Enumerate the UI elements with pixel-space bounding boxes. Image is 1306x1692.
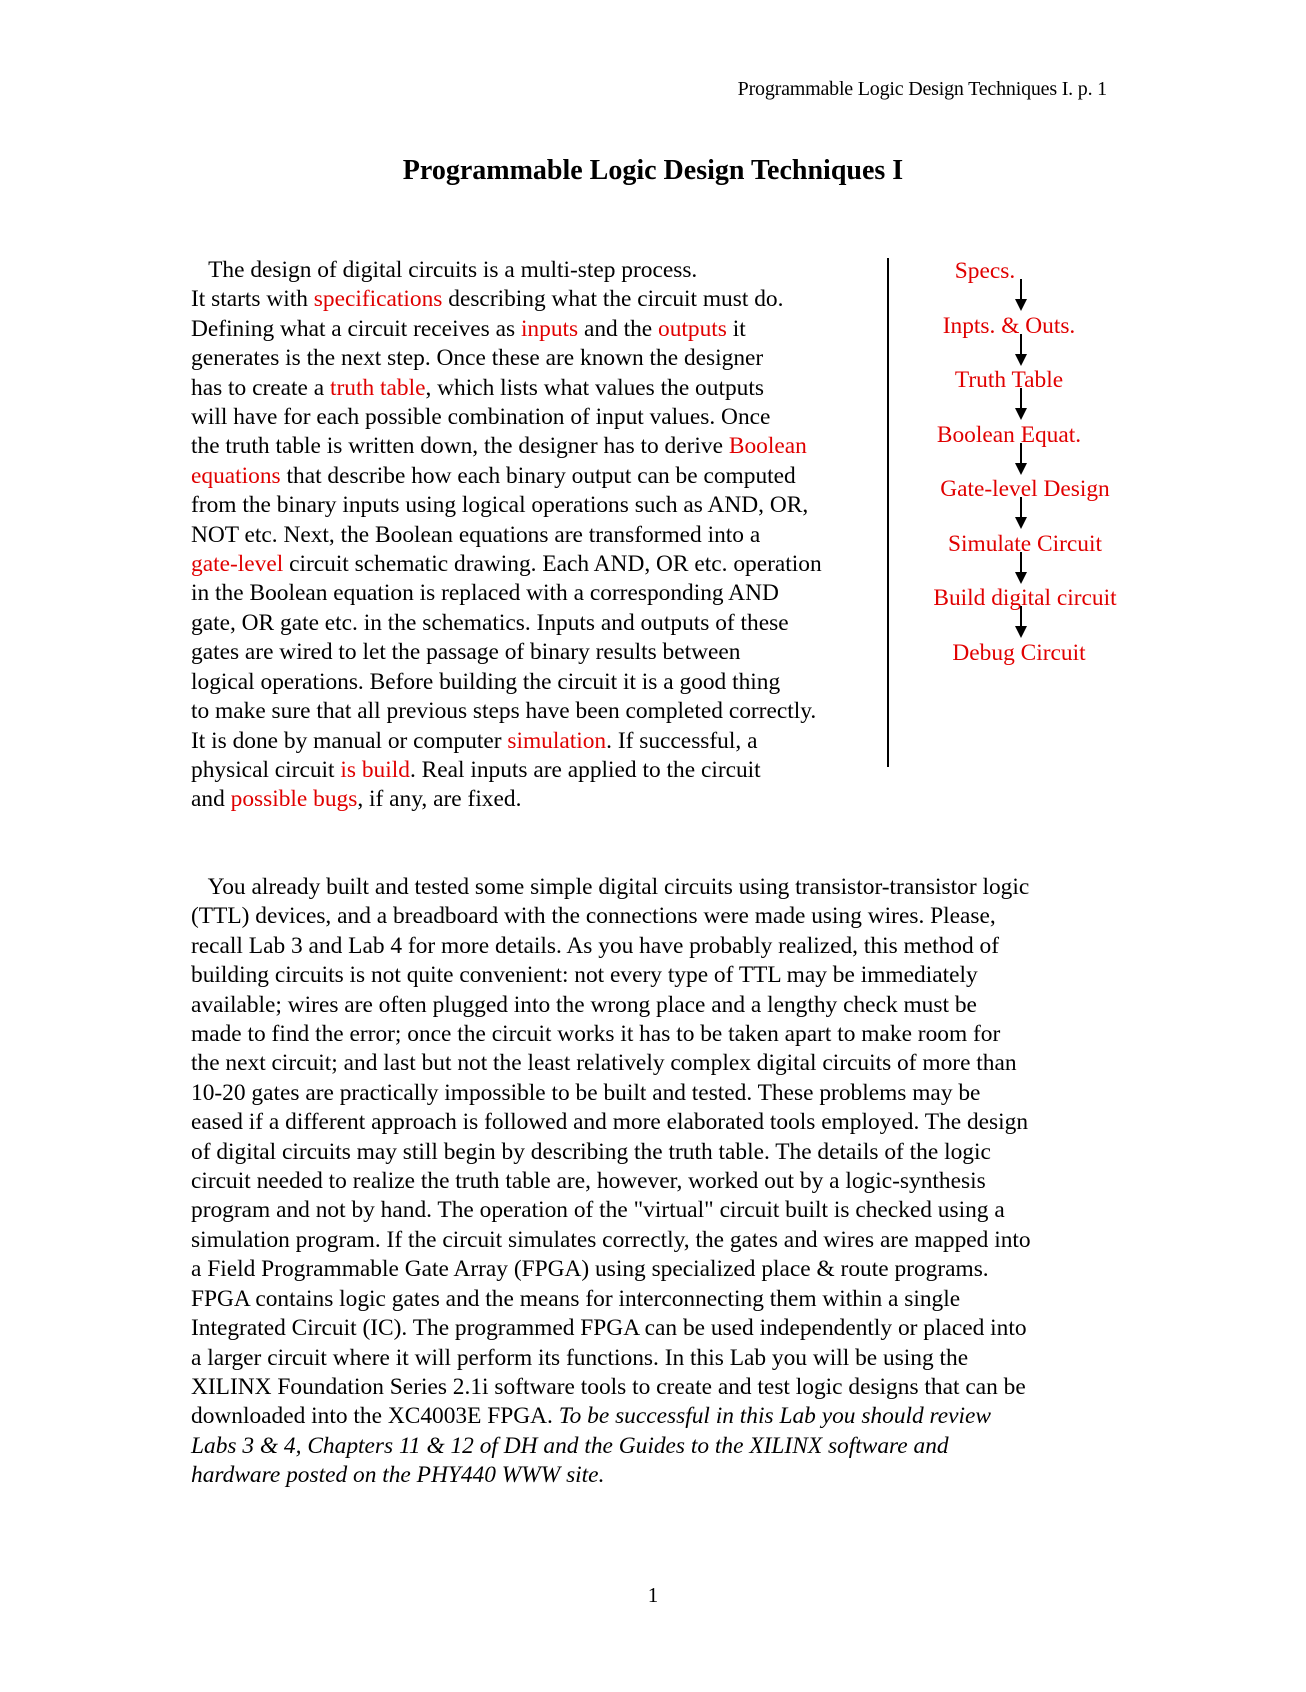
text-segment: that describe how each binary output can be computed <box>280 462 796 489</box>
design-flow-diagram <box>890 0 1220 800</box>
text-segment: it <box>726 315 746 342</box>
text-segment: a Field Programmable Gate Array (FPGA) using specialized place & route programs. <box>191 1256 989 1283</box>
text-line <box>191 1461 1131 1490</box>
text-line <box>191 756 891 785</box>
highlighted-term: specifications <box>313 286 443 313</box>
italic-text: hardware posted on the PHY440 WWW site. <box>191 1462 605 1489</box>
text-segment: the next circuit; and last but not the least relatively complex digital circuits of more than <box>191 1050 1017 1077</box>
highlighted-term: gate-level <box>191 551 284 578</box>
page-number: 1 <box>647 1583 659 1607</box>
text-line <box>191 1226 1131 1255</box>
text-line <box>191 462 891 491</box>
page-title: Programmable Logic Design Techniques I <box>402 155 904 186</box>
text-segment: gate, OR gate etc. in the schematics. Inputs and outputs of these <box>191 609 789 636</box>
highlighted-term: inputs <box>520 315 579 342</box>
flow-step: Gate-level Design <box>940 476 1110 502</box>
text-segment: generates is the next step. Once these are known the designer <box>191 345 764 372</box>
text-line <box>191 315 891 344</box>
text-line <box>191 550 891 579</box>
text-line <box>191 344 891 373</box>
text-segment: Integrated Circuit (IC). The programmed FPGA can be used independently or placed into <box>191 1315 1027 1342</box>
text-segment: of digital circuits may still begin by describing the truth table. The details of the logic <box>191 1138 991 1165</box>
down-arrow-icon <box>1014 279 1028 311</box>
text-segment: , if any, are fixed. <box>357 786 522 813</box>
text-segment: XILINX Foundation Series 2.1i software tools to create and test logic designs that can be <box>191 1373 1026 1400</box>
text-segment: physical circuit <box>191 756 341 783</box>
highlighted-term: simulation <box>507 727 607 754</box>
text-line <box>191 374 891 403</box>
text-line <box>191 1108 1131 1137</box>
text-segment: simulation program. If the circuit simulates correctly, the gates and wires are mapped into <box>191 1226 1031 1253</box>
text-segment: 10-20 gates are practically impossible to be built and tested. These problems may be <box>191 1079 981 1106</box>
down-arrow-icon <box>1014 443 1028 475</box>
text-line <box>191 727 891 756</box>
text-segment: circuit schematic drawing. Each AND, OR etc. operation <box>283 551 822 578</box>
text-line <box>191 785 891 814</box>
text-segment: , which lists what values the outputs <box>425 374 764 401</box>
text-line <box>191 1373 1131 1402</box>
text-segment: It starts with <box>191 286 314 313</box>
flow-step: Debug Circuit <box>952 640 1086 666</box>
text-line <box>191 1196 1131 1225</box>
text-segment: Defining what a circuit receives as <box>191 315 521 342</box>
running-header: Programmable Logic Design Techniques I. p. 1 <box>737 78 1107 100</box>
down-arrow-icon <box>1014 388 1028 420</box>
text-segment: . Real inputs are applied to the circuit <box>409 756 761 783</box>
down-arrow-icon <box>1014 334 1028 366</box>
text-segment: (TTL) devices, and a breadboard with the connections were made using wires. Please, <box>191 903 996 930</box>
text-segment: a larger circuit where it will perform its functions. In this Lab you will be using the <box>191 1344 969 1371</box>
text-line <box>191 991 1131 1020</box>
flow-step: Truth Table <box>954 367 1064 393</box>
text-line <box>191 1285 1131 1314</box>
text-segment: recall Lab 3 and Lab 4 for more details. As you have probably realized, this method of <box>191 932 1000 959</box>
text-segment: and the <box>578 315 659 342</box>
text-segment: eased if a different approach is followed and more elaborated tools employed. The design <box>191 1109 1029 1136</box>
text-line <box>191 1255 1131 1284</box>
highlighted-term: equations <box>191 462 281 489</box>
text-segment: . If successful, a <box>606 727 758 754</box>
italic-text: Labs 3 & 4, Chapters 11 & 12 of DH and the Guides to the XILINX software and <box>191 1432 949 1459</box>
text-line <box>191 961 1131 990</box>
highlighted-term: is build <box>340 756 410 783</box>
intro-paragraph <box>191 256 891 815</box>
text-line <box>191 902 1131 931</box>
text-segment: available; wires are often plugged into the wrong place and a lengthy check must be <box>191 991 977 1018</box>
text-segment: FPGA contains logic gates and the means for interconnecting them within a single <box>191 1285 961 1312</box>
highlighted-term: truth table <box>329 374 426 401</box>
down-arrow-icon <box>1014 606 1028 638</box>
text-line <box>191 256 891 285</box>
flow-step: Simulate Circuit <box>948 531 1102 557</box>
text-line <box>191 1020 1131 1049</box>
text-segment: will have for each possible combination of input values. Once <box>191 404 771 431</box>
text-segment: made to find the error; once the circuit works it has to be taken apart to make room for <box>191 1021 1001 1048</box>
text-line <box>191 1167 1131 1196</box>
text-line <box>191 697 891 726</box>
text-line <box>191 1344 1131 1373</box>
text-segment: to make sure that all previous steps have been completed correctly. <box>191 698 817 725</box>
text-segment: in the Boolean equation is replaced with a corresponding AND <box>191 580 779 607</box>
text-segment: The design of digital circuits is a multi-step process. <box>191 257 698 283</box>
text-segment: It is done by manual or computer <box>191 727 508 754</box>
text-line <box>191 403 891 432</box>
flow-step: Inpts. & Outs. <box>942 313 1076 339</box>
text-segment: and <box>191 786 231 813</box>
text-line <box>191 521 891 550</box>
text-line <box>191 432 891 461</box>
text-line <box>191 579 891 608</box>
flow-step: Build digital circuit <box>933 585 1117 611</box>
text-segment: You already built and tested some simple digital circuits using transistor-transistor logic <box>191 874 1030 900</box>
text-segment: has to create a <box>191 374 330 401</box>
text-segment: program and not by hand. The operation of the "virtual" circuit built is checked using a <box>191 1197 1005 1224</box>
text-segment: from the binary inputs using logical operations such as AND, OR, <box>191 492 809 519</box>
text-line <box>191 932 1131 961</box>
text-line <box>191 873 1131 902</box>
highlighted-term: outputs <box>658 315 727 342</box>
flow-step: Specs. <box>954 258 1016 284</box>
text-line <box>191 1432 1131 1461</box>
text-segment: building circuits is not quite convenient: not every type of TTL may be immediately <box>191 962 978 989</box>
text-segment: circuit needed to realize the truth table are, however, worked out by a logic-synthesis <box>191 1168 986 1195</box>
text-line <box>191 491 891 520</box>
italic-text: To be successful in this Lab you should review <box>558 1403 992 1430</box>
text-segment: describing what the circuit must do. <box>442 286 784 313</box>
down-arrow-icon <box>1014 552 1028 584</box>
down-arrow-icon <box>1014 497 1028 529</box>
text-line <box>191 668 891 697</box>
text-line <box>191 1049 1131 1078</box>
text-line <box>191 1079 1131 1108</box>
text-segment: gates are wired to let the passage of binary results between <box>191 639 741 666</box>
text-line <box>191 285 891 314</box>
text-line <box>191 1402 1131 1431</box>
text-line <box>191 1138 1131 1167</box>
text-line <box>191 638 891 667</box>
flow-step: Boolean Equat. <box>936 422 1082 448</box>
text-line <box>191 1314 1131 1343</box>
text-segment: the truth table is written down, the designer has to derive <box>191 433 729 460</box>
text-segment: logical operations. Before building the circuit it is a good thing <box>191 668 781 695</box>
highlighted-term: Boolean <box>728 433 807 460</box>
main-paragraph <box>191 873 1131 1491</box>
text-segment: downloaded into the XC4003E FPGA. <box>191 1403 559 1430</box>
text-segment: NOT etc. Next, the Boolean equations are transformed into a <box>191 521 761 548</box>
text-line <box>191 609 891 638</box>
highlighted-term: possible bugs <box>230 786 358 813</box>
column-divider <box>887 258 889 767</box>
